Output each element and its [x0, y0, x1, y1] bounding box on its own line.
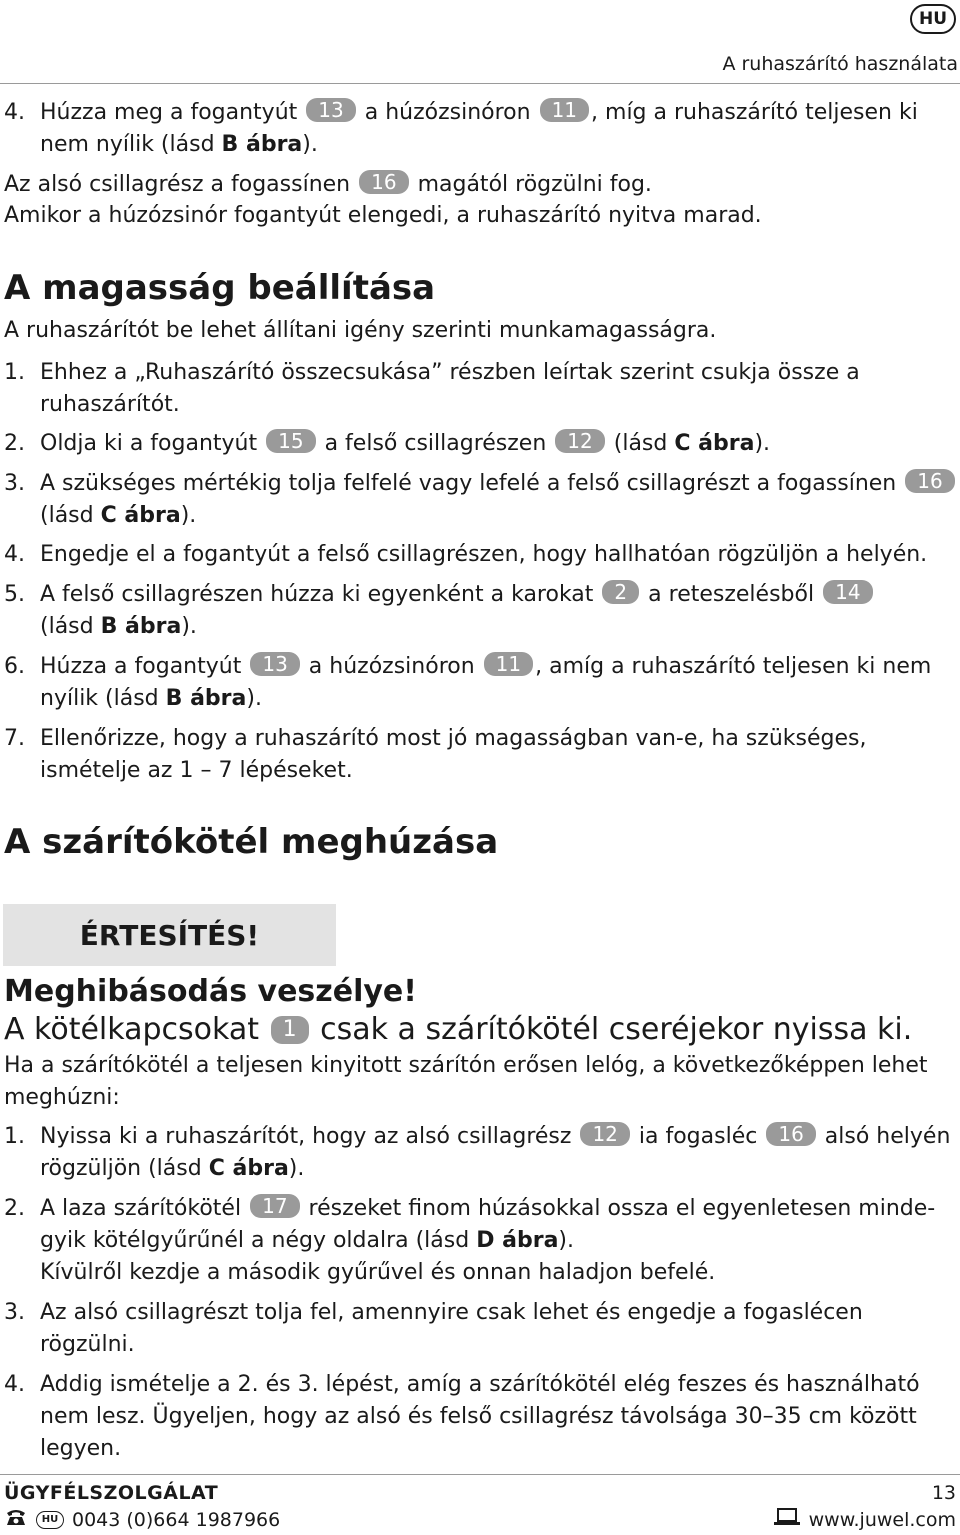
part-badge: 12: [555, 429, 604, 453]
part-badge: 13: [306, 98, 355, 122]
heading-height-adjust: A magasság beállítása: [4, 268, 436, 308]
intro-step-4: 4. Húzza meg a fogantyút 13 a húzózsinóron 11 , míg a ruhaszárító teljesen ki: [4, 98, 918, 125]
footer-phone: [4, 1508, 280, 1531]
part-badge: 2: [602, 580, 639, 604]
height-step-5: 5. A felső csillagrészen húzza ki egyenként a karokat 2 a reteszelésből 14: [4, 580, 875, 610]
heading-tighten-line: A szárítókötél meghúzása: [4, 822, 499, 862]
tighten-step-3: 3. Az alsó csillagrészt tolja fel, amennyire csak lehet és engedje a fogaslécen: [4, 1300, 863, 1325]
part-badge: 15: [266, 429, 315, 453]
height-step-3-cont: (lásd C ábra).: [40, 503, 197, 528]
page-number: 13: [931, 1482, 956, 1504]
phone-number[interactable]: 0043 (0)664 1987966: [72, 1508, 281, 1531]
part-badge: 14: [823, 580, 872, 604]
height-step-4: 4. Engedje el a fogantyút a felső csillagrészen, hogy hallhatóan rögzüljön a helyén.: [4, 542, 928, 567]
footer-divider: [0, 1474, 960, 1475]
footer-service-title: ÜGYFÉLSZOLGÁLAT: [4, 1482, 219, 1504]
section2-intro: Ha a szárítókötél a teljesen kinyitott szárítón erősen lelóg, a következőképpen lehet: [4, 1053, 928, 1078]
tighten-step-3-cont: rögzülni.: [40, 1332, 135, 1357]
part-badge: 16: [766, 1122, 815, 1146]
tighten-step-1-cont: rögzüljön (lásd C ábra).: [40, 1156, 305, 1181]
height-step-5-cont: (lásd B ábra).: [40, 614, 197, 639]
section-header: A ruhaszárító használata: [722, 53, 958, 75]
intro-paragraph-2: Amikor a húzózsinór fogantyút elengedi, a ruhaszárító nyitva marad.: [4, 203, 762, 228]
tighten-step-2: 2. A laza szárítókötél 17 részeket finom húzásokkal ossza el egyenletesen minde-: [4, 1194, 936, 1221]
phone-icon: [4, 1508, 28, 1531]
intro-paragraph-1: Az alsó csillagrész a fogassínen 16 magától rögzülni fog.: [4, 170, 652, 197]
warning-text: A kötélkapcsokat 1 csak a szárítókötél cseréjekor nyissa ki.: [4, 1012, 913, 1047]
height-step-3: 3. A szükséges mértékig tolja felfelé vagy lefelé a felső csillagrészt a fogassínen 16: [4, 469, 957, 499]
height-step-7-cont: ismételje az 1 – 7 lépéseket.: [40, 758, 353, 783]
tighten-step-2-cont: gyik kötélgyűrűnél a négy oldalra (lásd D ábra).: [40, 1228, 574, 1253]
part-badge: 16: [359, 170, 408, 194]
hu-mark: HU: [36, 1511, 64, 1529]
height-step-1-cont: ruhaszárítót.: [40, 392, 180, 417]
section1-intro: A ruhaszárítót be lehet állítani igény szerinti munkamagasságra.: [4, 318, 717, 343]
tighten-step-2-note: Kívülről kezdje a második gyűrűvel és onnan haladjon befelé.: [40, 1260, 716, 1285]
part-badge: 11: [540, 98, 589, 122]
tighten-step-4-cont: nem lesz. Ügyeljen, hogy az alsó és felső csillagrész távolsága 30–35 cm között: [40, 1404, 917, 1429]
intro-step-4-cont: nem nyílik (lásd B ábra).: [40, 132, 318, 157]
tighten-step-1: 1. Nyissa ki a ruhaszárítót, hogy az alsó csillagrész 12 ia fogasléc 16 alsó helyén: [4, 1122, 951, 1149]
tighten-step-4: 4. Addig ismételje a 2. és 3. lépést, amíg a szárítókötél elég feszes és használható: [4, 1372, 920, 1397]
part-badge: 16: [905, 469, 954, 493]
footer-website: [773, 1508, 956, 1531]
height-step-6: 6. Húzza a fogantyút 13 a húzózsinóron 11 , amíg a ruhaszárító teljesen ki nem: [4, 652, 932, 679]
notice-box: ÉRTESÍTÉS!: [3, 904, 336, 966]
part-badge: 17: [250, 1194, 299, 1218]
website-link[interactable]: www.juwel.com: [808, 1508, 956, 1531]
part-badge: 11: [484, 652, 533, 676]
header-divider: [0, 83, 960, 84]
part-badge: 13: [250, 652, 299, 676]
height-step-2: 2. Oldja ki a fogantyút 15 a felső csillagrészen 12 (lásd C ábra).: [4, 429, 771, 456]
part-badge: 1: [271, 1016, 309, 1044]
height-step-7: 7. Ellenőrizze, hogy a ruhaszárító most jó magasságban van-e, ha szükséges,: [4, 726, 867, 751]
laptop-icon: [773, 1508, 801, 1531]
section2-intro-cont: meghúzni:: [4, 1085, 120, 1110]
height-step-6-cont: nyílik (lásd B ábra).: [40, 686, 262, 711]
height-step-1: 1. Ehhez a „Ruhaszárító összecsukása” részben leírtak szerint csukja össze a: [4, 360, 860, 385]
part-badge: 12: [580, 1122, 629, 1146]
language-badge: HU: [910, 4, 956, 34]
tighten-step-4-end: legyen.: [40, 1436, 122, 1461]
danger-title: Meghibásodás veszélye!: [4, 974, 417, 1009]
